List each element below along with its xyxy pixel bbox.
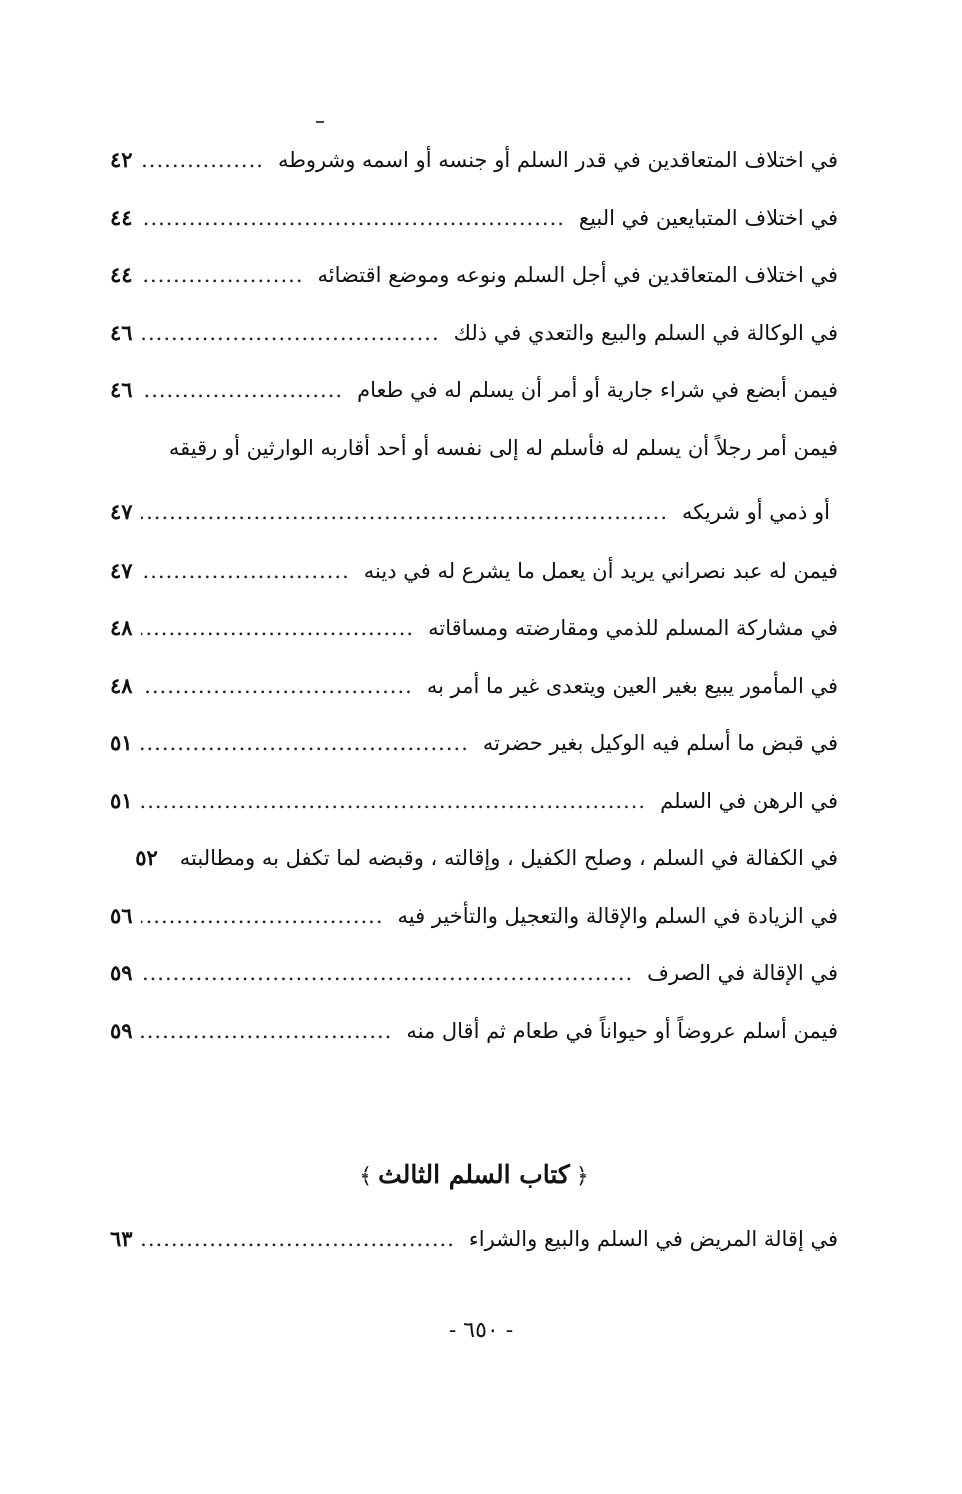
entry-page: ٦٣ bbox=[110, 1226, 133, 1251]
toc-entry bbox=[110, 613, 838, 671]
ornate-bracket-open: ﴿ bbox=[575, 1164, 589, 1189]
entry-title: في مشاركة المسلم للذمي ومقارضته ومساقاته bbox=[428, 616, 838, 640]
entry-page: ٥٩ bbox=[110, 960, 133, 985]
entry-page: ٤٨ bbox=[110, 672, 133, 698]
entry-title: فيمن أبضع في شراء جارية أو أمر أن يسلم له في طعام bbox=[357, 378, 838, 402]
dot-leader bbox=[141, 901, 384, 931]
entry-title: في الوكالة في السلم والبيع والتعدي في ذلك bbox=[453, 320, 838, 345]
toc-entry bbox=[110, 958, 838, 1016]
entry-page: ٤٤ bbox=[110, 262, 133, 287]
entry-title: فيمن له عبد نصراني يريد أن يعمل ما يشرع له في دينه bbox=[363, 558, 838, 583]
entry-page: ٤٦ bbox=[110, 377, 133, 402]
section-title: كتاب السلم الثالث bbox=[378, 1160, 570, 1189]
entry-page: ٥١ bbox=[110, 730, 133, 755]
section-heading bbox=[110, 1160, 838, 1189]
page-number: - ٦٥٠ - bbox=[448, 1318, 514, 1343]
entry-page: ٥٦ bbox=[110, 902, 133, 928]
toc-entry bbox=[110, 433, 838, 556]
entry-page: ٤٧ bbox=[110, 557, 133, 583]
toc-entry bbox=[110, 375, 838, 433]
ink-mark bbox=[316, 121, 324, 123]
toc-entry bbox=[110, 556, 838, 614]
entry-title-line-2-row bbox=[110, 497, 838, 527]
entry-page: ٤٦ bbox=[110, 319, 133, 345]
toc-entry bbox=[110, 1016, 838, 1074]
entry-page: ٤٨ bbox=[110, 615, 133, 640]
dot-leader bbox=[141, 613, 415, 643]
entry-page: ٤٧ bbox=[110, 498, 133, 524]
toc-entry bbox=[110, 203, 838, 261]
toc-entry bbox=[110, 671, 838, 729]
entry-title: في الرهن في السلم bbox=[660, 788, 838, 813]
dot-leader bbox=[141, 260, 304, 290]
dot-leader bbox=[141, 958, 634, 988]
dot-leader bbox=[141, 318, 440, 348]
entry-title: في اختلاف المتعاقدين في قدر السلم أو جنسه أو اسمه وشروطه bbox=[277, 148, 838, 172]
entry-title: في اختلاف المتبايعين في البيع bbox=[578, 205, 838, 230]
entry-title: في الإقالة في الصرف bbox=[647, 961, 838, 985]
toc-entry bbox=[110, 318, 838, 376]
table-of-contents bbox=[110, 145, 838, 1073]
dot-leader bbox=[141, 786, 647, 816]
entry-title: في قبض ما أسلم فيه الوكيل بغير حضرته bbox=[482, 731, 838, 755]
entry-title: في الكفالة في السلم ، وصلح الكفيل ، وإقالته ، وقبضه لما تكفل به ومطالبته bbox=[179, 846, 838, 870]
dot-leader bbox=[141, 375, 344, 405]
entry-page: ٥١ bbox=[110, 787, 133, 813]
toc-entry bbox=[110, 260, 838, 318]
entry-page: ٤٤ bbox=[110, 204, 133, 230]
dot-leader bbox=[141, 671, 413, 701]
section-table-of-contents bbox=[110, 1224, 838, 1282]
toc-entry bbox=[110, 1224, 838, 1282]
toc-entry bbox=[110, 843, 838, 901]
entry-title: في الزيادة في السلم والإقالة والتعجيل والتأخير فيه bbox=[397, 903, 838, 928]
entry-title: فيمن أسلم عروضاً أو حيواناً في طعام ثم أقال منه bbox=[406, 1018, 838, 1043]
entry-title: في اختلاف المتعاقدين في أجل السلم ونوعه وموضع اقتضائه bbox=[317, 263, 838, 287]
dot-leader bbox=[141, 1016, 393, 1046]
dot-leader bbox=[141, 1224, 455, 1254]
toc-entry bbox=[110, 901, 838, 959]
entry-title: في المأمور يبيع بغير العين ويتعدى غير ما أمر به bbox=[426, 673, 838, 698]
ornate-bracket-close: ﴾ bbox=[359, 1164, 373, 1189]
entry-page: ٥٢ bbox=[135, 845, 158, 870]
toc-entry bbox=[110, 728, 838, 786]
dot-leader bbox=[141, 556, 350, 586]
toc-entry bbox=[110, 145, 838, 203]
entry-page: ٥٩ bbox=[110, 1017, 133, 1043]
entry-title-line-1: فيمن أمر رجلاً أن يسلم له فأسلم له إلى نفسه أو أحد أقاربه الوارثين أو رقيقه bbox=[168, 435, 838, 460]
dot-leader bbox=[141, 145, 264, 175]
dot-leader bbox=[141, 728, 469, 758]
entry-title: في إقالة المريض في السلم والبيع والشراء bbox=[468, 1227, 838, 1251]
dot-leader bbox=[141, 203, 565, 233]
dot-leader bbox=[141, 497, 668, 527]
toc-entry bbox=[110, 786, 838, 844]
entry-title-line-2: أو ذمي أو شريكه bbox=[682, 499, 830, 524]
entry-page: ٤٢ bbox=[110, 147, 133, 172]
